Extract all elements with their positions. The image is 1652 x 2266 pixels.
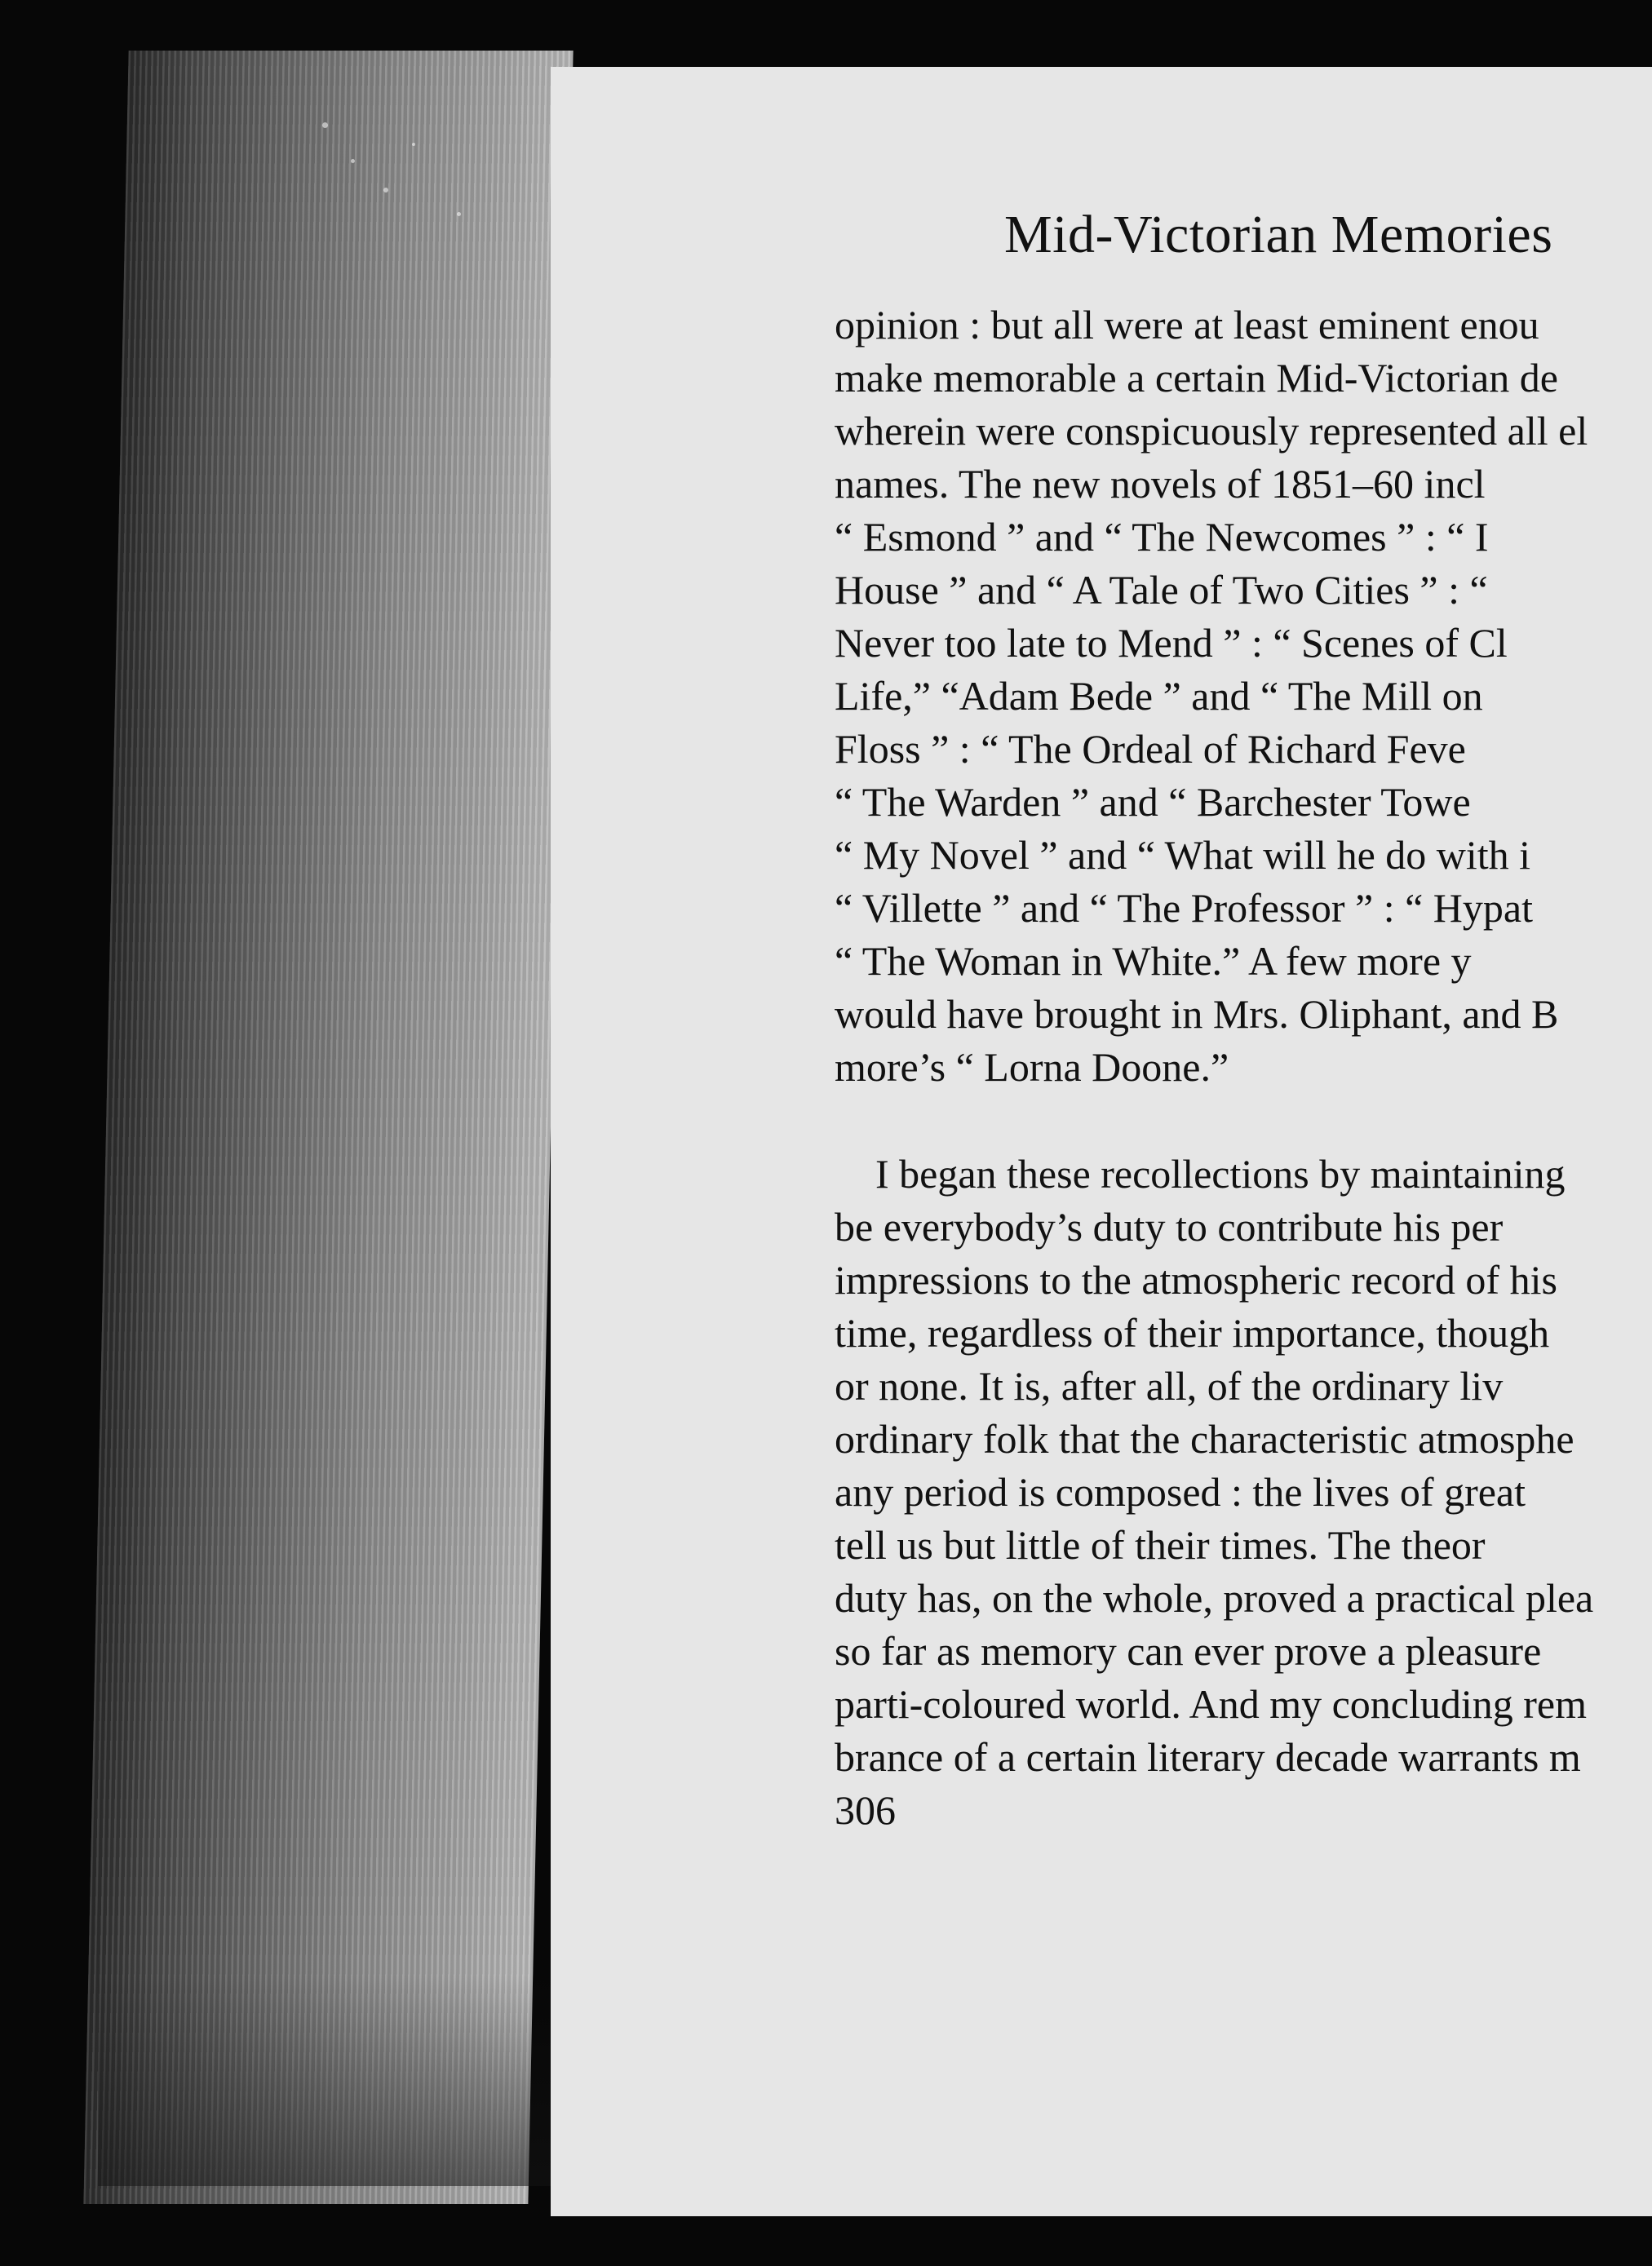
- text-line: Life,” “Adam Bede ” and “ The Mill on: [835, 673, 1483, 719]
- text-line: time, regardless of their importance, though: [835, 1310, 1550, 1356]
- text-line: be everybody’s duty to contribute his per: [835, 1204, 1504, 1250]
- scan-speckle: [351, 159, 355, 163]
- text-line: “ My Novel ” and “ What will he do with i: [835, 832, 1531, 878]
- scan-speckle: [322, 122, 328, 128]
- text-line: parti-coloured world. And my concluding rem: [835, 1681, 1587, 1727]
- text-line: brance of a certain literary decade warrants m: [835, 1734, 1581, 1780]
- text-line: or none. It is, after all, of the ordinary liv: [835, 1363, 1504, 1409]
- scan-speckle: [412, 143, 415, 146]
- text-line: names. The new novels of 1851–60 incl: [835, 461, 1486, 507]
- running-head: Mid-Victorian Memories: [1004, 205, 1553, 264]
- text-line: any period is composed : the lives of great: [835, 1469, 1526, 1515]
- scan-speckle: [383, 188, 388, 193]
- text-line: “ Villette ” and “ The Professor ” : “ Hypat: [835, 885, 1533, 931]
- text-line: I began these recollections by maintaining: [875, 1151, 1566, 1197]
- text-line: Never too late to Mend ” : “ Scenes of Cl: [835, 620, 1508, 666]
- text-line: make memorable a certain Mid-Victorian de: [835, 355, 1558, 401]
- body-text: [835, 299, 1652, 1837]
- scan-speckle: [457, 212, 461, 216]
- book-edge-shadow: [98, 1974, 555, 2186]
- text-line: “ Esmond ” and “ The Newcomes ” : “ I: [835, 514, 1489, 560]
- paragraph-gap: [835, 1094, 1652, 1148]
- page-number: 306: [835, 1787, 896, 1833]
- text-line: more’s “ Lorna Doone.”: [835, 1044, 1229, 1090]
- text-line: wherein were conspicuously represented all el: [835, 408, 1588, 454]
- text-line: “ The Warden ” and “ Barchester Towe: [835, 779, 1471, 825]
- text-line: Floss ” : “ The Ordeal of Richard Feve: [835, 726, 1466, 772]
- text-line: opinion : but all were at least eminent enou: [835, 302, 1539, 347]
- text-line: tell us but little of their times. The theor: [835, 1522, 1486, 1568]
- text-line: impressions to the atmospheric record of his: [835, 1257, 1557, 1303]
- book-page: [551, 67, 1652, 2216]
- book-fore-edge: [83, 51, 573, 2204]
- text-line: “ The Woman in White.” A few more y: [835, 938, 1472, 984]
- text-line: so far as memory can ever prove a pleasure: [835, 1628, 1542, 1674]
- text-line: would have brought in Mrs. Oliphant, and B: [835, 991, 1559, 1037]
- text-line: House ” and “ A Tale of Two Cities ” : “: [835, 567, 1488, 613]
- text-line: ordinary folk that the characteristic atmosphe: [835, 1416, 1574, 1462]
- text-line: duty has, on the whole, proved a practical plea: [835, 1575, 1594, 1621]
